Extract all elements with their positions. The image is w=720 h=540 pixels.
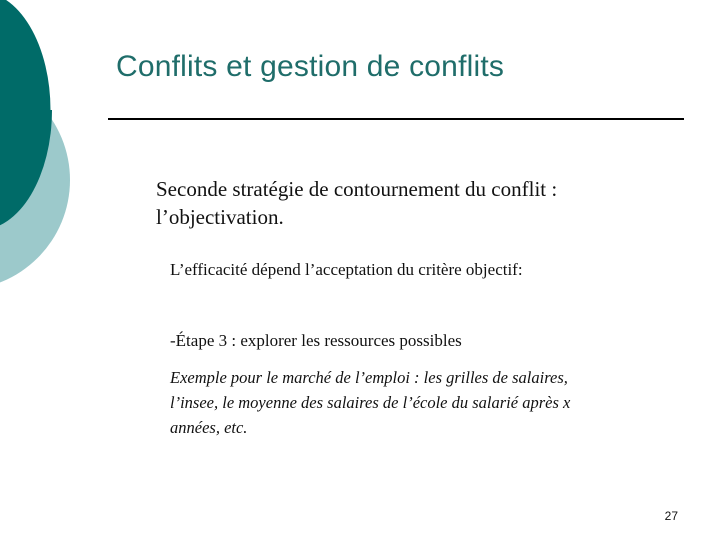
efficacite-text: L’efficacité dépend l’acceptation du critère objectif: — [170, 260, 523, 279]
strategy-line-1: Seconde stratégie de contournement du conflit : — [156, 177, 558, 201]
example-line-1: Exemple pour le marché de l’emploi : les grilles de salaires, — [170, 368, 568, 387]
example-line-2: l’insee, le moyenne des salaires de l’école du salarié après x — [170, 393, 571, 412]
decorative-circles — [0, 0, 110, 300]
page-number: 27 — [664, 509, 678, 523]
title-divider — [108, 118, 684, 120]
strategy-line-2: l’objectivation. — [156, 205, 284, 229]
step-3-text: -Étape 3 : explorer les ressources possibles — [170, 331, 462, 350]
example-line-3: années, etc. — [170, 418, 248, 437]
slide-title: Conflits et gestion de conflits — [116, 50, 505, 83]
